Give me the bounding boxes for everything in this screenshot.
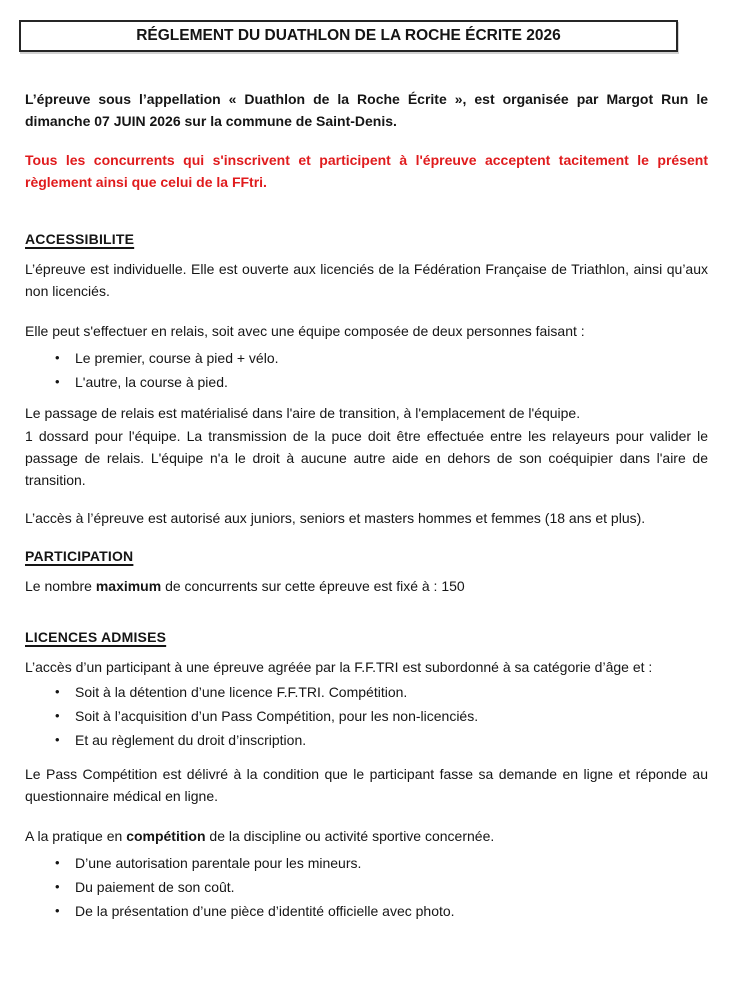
list-item-text: Le premier, course à pied + vélo. <box>75 350 279 367</box>
title-box <box>19 20 678 52</box>
bullet-icon: • <box>55 879 60 895</box>
heading-accessibilite: ACCESSIBILITE <box>25 230 135 247</box>
licences-conditions-list <box>25 680 708 752</box>
accessibilite-paragraph-individuelle: L’épreuve est individuelle. Elle est ouverte aux licenciés de la Fédération Française de Triathlon, ainsi qu’aux non licenciés. <box>25 261 708 300</box>
list-item <box>25 370 708 394</box>
relay-roles-list <box>25 346 708 394</box>
list-item <box>25 704 708 728</box>
section-participation <box>25 545 708 597</box>
bullet-icon: • <box>55 374 60 390</box>
participation-text-maximum: maximum <box>95 577 162 594</box>
participation-text-pre: Le nombre <box>25 577 96 594</box>
heading-licences: LICENCES ADMISES <box>25 629 167 646</box>
licences-paragraph-pratique <box>25 825 708 847</box>
accessibilite-paragraph-acces: L’accès à l’épreuve est autorisé aux juniors, seniors et masters hommes et femmes (18 ans et plus). <box>25 509 646 526</box>
bullet-icon: • <box>55 731 60 747</box>
bullet-icon: • <box>55 350 60 366</box>
list-item-text: De la présentation d’une pièce d’identité officielle avec photo. <box>75 903 455 920</box>
heading-participation: PARTICIPATION <box>25 548 134 565</box>
licences-requirements-list <box>25 851 708 923</box>
list-item <box>25 875 708 899</box>
intro-paragraph: L’épreuve sous l’appellation « Duathlon de la Roche Écrite », est organisée par Margot Run le dimanche 07 JUIN 2026 sur la commune de Saint-Denis. <box>25 91 708 130</box>
list-item-text: L'autre, la course à pied. <box>75 374 228 391</box>
bullet-icon: • <box>55 707 60 723</box>
section-accessibilite <box>25 228 708 530</box>
licences-paragraph-acces: L’accès d’un participant à une épreuve agréée par la F.F.TRI est subordonné à sa catégorie d’âge et : <box>25 658 653 675</box>
licences-paragraph-pass: Le Pass Compétition est délivré à la condition que le participant fasse sa demande en ligne et réponde au questionnaire médical en ligne. <box>25 765 708 805</box>
accessibilite-paragraph-relais-intro: Elle peut s'effectuer en relais, soit avec une équipe composée de deux personnes faisant : <box>25 322 585 339</box>
list-item <box>25 851 708 875</box>
licences-text-competition: compétition <box>126 827 206 844</box>
bullet-icon: • <box>55 683 60 699</box>
participation-paragraph-max <box>25 575 708 597</box>
accessibilite-paragraph-passage-relais: Le passage de relais est matérialisé dans l'aire de transition, à l'emplacement de l'équipe. <box>25 405 581 422</box>
bullet-icon: • <box>55 855 60 871</box>
document-title: RÉGLEMENT DU DUATHLON DE LA ROCHE ÉCRITE 2026 <box>136 27 561 44</box>
list-item-text: Soit à l’acquisition d’un Pass Compétition, pour les non-licenciés. <box>75 707 479 724</box>
accessibilite-paragraph-dossard: 1 dossard pour l'équipe. La transmission de la puce doit être effectuée entre les relayeurs pour valider le passage de relais. L'équipe n'a le droit à aucune autre aide en dehors de son coéquipier dans l'aire de transition. <box>25 427 708 489</box>
list-item-text: Et au règlement du droit d’inscription. <box>75 731 307 748</box>
list-item <box>25 680 708 704</box>
participation-text-post: de concurrents sur cette épreuve est fixé à : 150 <box>161 577 465 594</box>
licences-text-post: de la discipline ou activité sportive concernée. <box>205 827 495 844</box>
list-item-text: Du paiement de son coût. <box>75 879 235 896</box>
notice-paragraph: Tous les concurrents qui s'inscrivent et participent à l'épreuve acceptent tacitement le présent règlement ainsi que celui de la FFtri. <box>25 151 708 191</box>
list-item <box>25 728 708 752</box>
list-item-text: Soit à la détention d’une licence F.F.TRI. Compétition. <box>75 683 408 700</box>
section-licences <box>25 626 708 923</box>
bullet-icon: • <box>55 903 60 919</box>
list-item <box>25 899 708 923</box>
licences-text-pre: A la pratique en <box>25 827 127 844</box>
list-item <box>25 346 708 370</box>
list-item-text: D’une autorisation parentale pour les mineurs. <box>75 855 362 872</box>
